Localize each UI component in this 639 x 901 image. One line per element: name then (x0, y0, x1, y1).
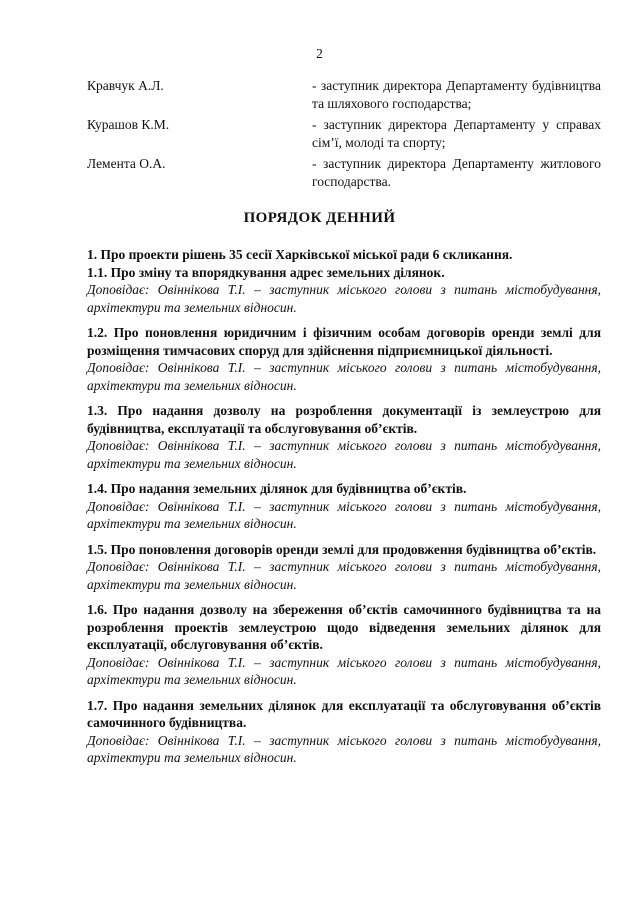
attendee-name: Курашов К.М. (87, 117, 170, 132)
agenda-item-speaker: Доповідає: Овіннікова Т.І. – заступник міського голови з питань містобудування, архітектури та земельних відносин. (87, 654, 601, 687)
agenda-item-title: 1.7. Про надання земельних ділянок для експлуатації та обслуговування об’єктів самочинного будівництва. (87, 697, 601, 730)
attendee-role: - заступник директора Департаменту житлового господарства. (312, 156, 601, 189)
agenda-main-item: 1. Про проекти рішень 35 сесії Харківської міської ради 6 скликання. (87, 247, 513, 262)
agenda-item-speaker: Доповідає: Овіннікова Т.І. – заступник міського голови з питань містобудування, архітектури та земельних відносин. (87, 438, 601, 471)
agenda-item-title: 1.6. Про надання дозволу на збереження об’єктів самочинного будівництва та на розроблення проектів землеустрою щодо відведення земельних ділянок для експлуатації, обслуговування об’єктів. (87, 602, 601, 652)
agenda-item (87, 324, 601, 394)
agenda-item-speaker: Доповідає: Овіннікова Т.І. – заступник міського голови з питань містобудування, архітектури та земельних відносин. (87, 732, 601, 765)
attendee-role: - заступник директора Департаменту будівництва та шляхового господарства; (312, 78, 601, 111)
agenda-item-speaker: Доповідає: Овіннікова Т.І. – заступник міського голови з питань містобудування, архітектури та земельних відносин. (87, 498, 601, 531)
agenda-item-title: 1.2. Про поновлення юридичним і фізичним особам договорів оренди землі для розміщення тимчасових споруд для здійснення підприємницької діяльності. (87, 325, 601, 358)
agenda-item (87, 480, 601, 533)
attendees-list (87, 77, 601, 194)
agenda-list (87, 246, 601, 775)
attendee-row (87, 77, 601, 112)
agenda-item (87, 697, 601, 767)
attendee-role: - заступник директора Департаменту у справах сім’ї, молоді та спорту; (312, 117, 601, 150)
agenda-item-title: 1.5. Про поновлення договорів оренди землі для продовження будівництва об’єктів. (87, 541, 597, 557)
attendee-row (87, 116, 601, 151)
agenda-item-speaker: Доповідає: Овіннікова Т.І. – заступник міського голови з питань містобудування, архітектури та земельних відносин. (87, 559, 601, 592)
agenda-item-title: 1.3. Про надання дозволу на розроблення документації із землеустрою для будівництва, експлуатації та обслуговування об’єктів. (87, 403, 601, 436)
agenda-title: ПОРЯДОК ДЕННИЙ (243, 210, 396, 226)
attendee-row (87, 155, 601, 190)
attendee-name: Кравчук А.Л. (87, 78, 164, 93)
agenda-item-speaker: Доповідає: Овіннікова Т.І. – заступник міського голови з питань містобудування, архітектури та земельних відносин. (87, 360, 601, 393)
agenda-item-speaker: Доповідає: Овіннікова Т.І. – заступник міського голови з питань містобудування, архітектури та земельних відносин. (87, 282, 601, 315)
agenda-item-title: 1.4. Про надання земельних ділянок для будівництва об’єктів. (87, 481, 467, 496)
agenda-item-title: 1.1. Про зміну та впорядкування адрес земельних ділянок. (87, 264, 445, 280)
agenda-item (87, 541, 601, 594)
attendee-name: Лемента О.А. (87, 156, 166, 171)
agenda-item (87, 264, 601, 317)
page-number: 2 (316, 46, 323, 61)
agenda-item (87, 402, 601, 472)
agenda-item (87, 601, 601, 689)
